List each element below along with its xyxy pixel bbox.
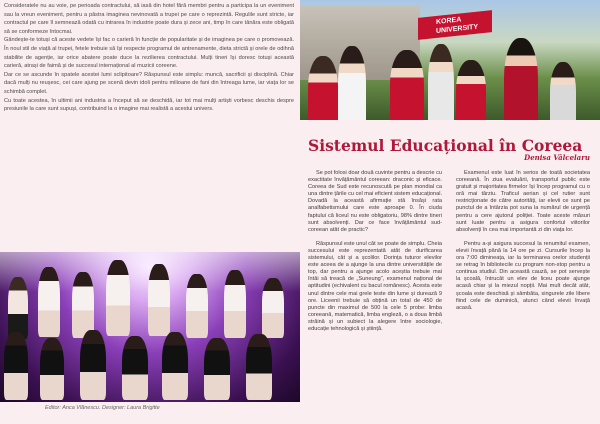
left-paragraph: Dar ce se ascunde în spatele acestei lumi sclipitoare? Răspunsul este simplu: muncă, sacrificii și disciplină. Chiar dacă mulți nu reușesc, cei care ajung pe scenă devin idoli pentru milioane de fani din întreaga lume, iar viața lor se schimbă complet. bbox=[4, 71, 294, 95]
dancer bbox=[246, 334, 272, 400]
dancer bbox=[204, 338, 230, 400]
student bbox=[428, 44, 454, 120]
article-author: Denisa Vâlcelaru bbox=[524, 153, 590, 162]
dancer bbox=[40, 338, 64, 400]
dancer bbox=[8, 277, 28, 339]
dancer bbox=[4, 332, 28, 400]
right-page bbox=[300, 0, 600, 424]
student bbox=[390, 50, 424, 120]
student bbox=[338, 46, 366, 120]
article-column-2 bbox=[456, 170, 590, 319]
student bbox=[308, 56, 338, 120]
student bbox=[456, 60, 486, 120]
column-paragraph: Se pot folosi doar două cuvinte pentru a descrie cu exactitate învățământul coreean: draconic și eficace. Coreea de Sud este recunoscută pe plan mondial ca una dintre țările cu cel mai eficient sistem educațional. Dovadă la această afirmație stă însăși rata analfabetismului care este aproape 0. În ciuda faptului că liceul nu este obligatoriu, 98% dintre tineri sunt absolvenți. Dar ce face învățământul sud-coreean atât de practic? bbox=[308, 170, 443, 233]
dancer bbox=[186, 274, 208, 338]
students-photo bbox=[300, 0, 600, 120]
university-flag: KOREA UNIVERSITY bbox=[418, 10, 492, 40]
dancer bbox=[80, 330, 106, 400]
left-article-text bbox=[4, 2, 294, 114]
student bbox=[550, 62, 576, 120]
dancer bbox=[262, 278, 284, 338]
column-paragraph: Pentru a-și asigura succesul la renumitul examen, elevii învață până la 14 ore pe zi. Cursurile încep la ora 7:00 dimineața, iar la terminarea orelor studenții se retrag în bibliotecile cu program non-stop pentru a continua studiul. Din această cauză, se pot servește la școală, întrucât un elev de liceu poate ajunge acasă chiar și la miezul nopții. Mai mult decât atât, școala este deschisă și sâmbăta, singurele zile libere fiind cele de duminică, atunci când elevii învață acasă. bbox=[456, 240, 590, 311]
column-paragraph: Examenul este luat în serios de toată societatea coreeană. În ziua evaluării, transportul public este gratuit și majoritatea firmelor își încep programul cu o oră mai târziu. Traficul aerian și cel rutier sunt restricționate de către autorități, iar elevii ce sunt pe punctul de a întârzia pot suna la numărul de urgență pentru a cere ajutorul poliției. Toate aceste măsuri sunt luate pentru a asigura confortul viitorilor absolvenți în cea mai importantă zi din viața lor. bbox=[456, 170, 590, 233]
dancer bbox=[162, 332, 188, 400]
dancer bbox=[38, 267, 60, 337]
left-paragraph: Cu toate acestea, în ultimii ani industria a început să se deschidă, iar tot mai mulți artiști vorbesc deschis despre presiunile la care sunt supuși, contribuind la o imagine mai realistă a acestui univers. bbox=[4, 97, 294, 113]
dancer bbox=[122, 336, 148, 400]
column-paragraph: Răspunsul este unul cât se poate de simplu. Cheia succesului este reprezentată atât de durificarea sistemului, cât și a școlilor. Dorința tuturor elevilor este aceea de a ajunge la una dintre universitățile de top, dar pentru a ajunge acolo aceștia trebuie mai întâi să treacă de „Suneung”, examenul național de aptitudini (echivalent cu bacul românesc). Acesta este unul dintre cele mai grele teste din lume și durează 9 ore. Liceenii trebuie să obțină un total de 450 de puncte din maximul de 500 la cele 5 probe: limba coreeană, matematică, limba engleză, o a doua limbă străină și un subiect la alegere între sociologie, educație tehnologică și știință. bbox=[308, 240, 442, 332]
dancer bbox=[148, 264, 170, 336]
dancer bbox=[106, 260, 130, 336]
dancer bbox=[72, 272, 94, 338]
left-paragraph: Consideratele nu au voie, pe perioada contractului, să iasă din hotel fără membri pentru a participa la un eveniment sau la vreun eveniment, pentru a păstra imaginea nevinovată a trupei pe care o reprezintă. Regulile sunt stricte, iar contractul pe care îl semnează odată cu intrarea în industrie poate dura și zece ani, timp în care tânăra este obligată să se conformeze întocmai. bbox=[4, 3, 294, 35]
left-paragraph: Gândește-te totuși că aceste vedete își fac o carieră în funcție de popularitate și de imaginea pe care o promovează. În noul stil de viață al trupei, fetele trebuie să își respecte programul de antrenamente, dieta strictă și orele de odihnă stabilite de agenție, iar orice abatere poate duce la rezilierea contractului. Mulți tineri își doresc totuși această carieră, atrași de faimă și de succesul internațional al muzicii coreene. bbox=[4, 37, 294, 70]
article-title: Sistemul Educațional în Coreea bbox=[308, 136, 583, 155]
credits-caption: Editor: Anca Vlănescu. Designer: Laura Brigitte bbox=[45, 405, 160, 411]
kpop-stage-photo bbox=[0, 252, 300, 402]
student bbox=[504, 38, 538, 120]
dancer bbox=[224, 270, 246, 338]
article-column-1 bbox=[308, 170, 442, 340]
